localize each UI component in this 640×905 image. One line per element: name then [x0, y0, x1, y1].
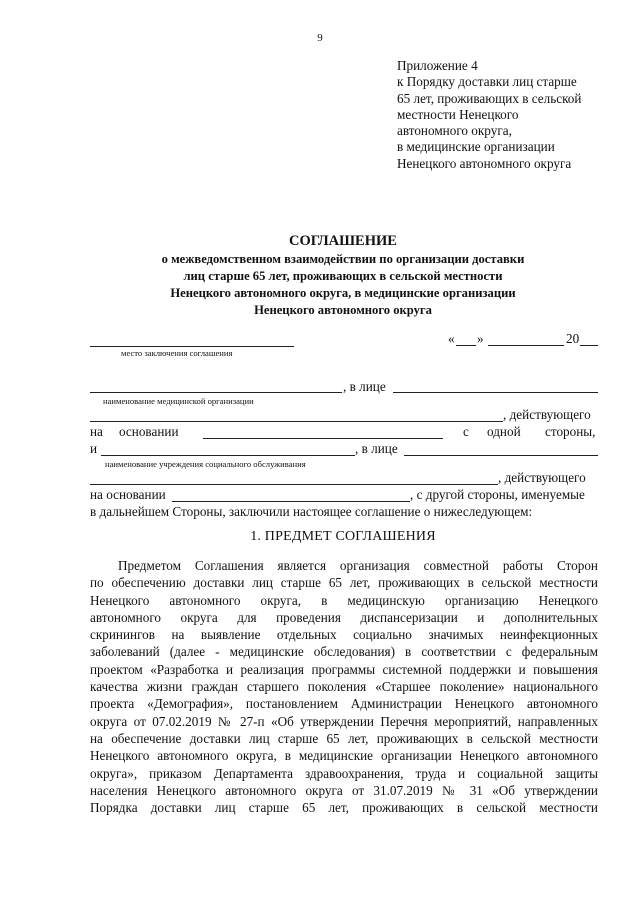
in-person-label: , в лице [343, 379, 386, 394]
and-label: и [90, 441, 98, 456]
place-blank [90, 346, 294, 347]
in-person-label: , в лице [355, 441, 398, 456]
paragraph-line: по обеспечению доставки лиц старше 65 лет, проживающих в сельской местности [90, 575, 598, 591]
one-side-label: одной [487, 424, 521, 439]
appendix-line: местности Ненецкого [397, 106, 519, 122]
appendix-line: Ненецкого автономного округа [397, 155, 572, 171]
title-line: Ненецкого автономного округа, в медицинские организации [170, 286, 516, 300]
paragraph-line: на обеспечение доставки лиц старше 65 лет, проживающих в сельской местности [90, 730, 598, 746]
basis-blank [203, 438, 443, 439]
paragraph-line: скринингов на выявление отдельных социально значимых неинфекционных [90, 627, 598, 643]
acting-label: , действующего [498, 470, 586, 485]
paragraph-line: автономного округа для проведения диспансеризации и дополнительных [90, 609, 598, 625]
place-caption: место заключения соглашения [121, 348, 233, 358]
representative-blank [393, 392, 598, 393]
basis-label: на основании [90, 487, 166, 502]
date-year: 20 [566, 331, 580, 346]
social-org-blank [101, 455, 355, 456]
appendix-line: Приложение 4 [397, 58, 478, 73]
paragraph-line: округа от 07.02.2019 № 27-п «Об утверждении Перечня мероприятий, направленных [90, 713, 598, 729]
appendix-line: к Порядку доставки лиц старше [397, 74, 577, 90]
concluded-text: в дальнейшем Стороны, заключили настоящее соглашение о нижеследующем: [90, 504, 533, 519]
basis-blank [172, 501, 410, 502]
position-blank [90, 484, 498, 485]
basis-word: основании [119, 424, 179, 439]
date-quote-open: « [448, 331, 455, 346]
appendix-line: в медицинские организации [397, 139, 555, 155]
paragraph-line: проектом «Разработка и реализация программы системной поддержки и повышения [90, 661, 598, 677]
paragraph-line: Предметом Соглашения является организация совместной работы Сторон [118, 558, 598, 573]
paragraph-line: качества жизни граждан старшего поколения «Старшее поколение» национального [90, 679, 598, 695]
basis-word: на [90, 424, 103, 439]
appendix-line: автономного округа, [397, 123, 512, 139]
date-year-blank [580, 345, 598, 346]
acting-label: , действующего [503, 407, 591, 422]
one-side-label: с [463, 424, 469, 439]
paragraph-line: Ненецкого автономного округа, в медицинскую организацию Ненецкого [90, 592, 598, 608]
section-heading: 1. ПРЕДМЕТ СОГЛАШЕНИЯ [250, 529, 436, 544]
med-org-blank [90, 392, 342, 393]
title-line: о межведомственном взаимодействии по организации доставки [161, 252, 525, 266]
paragraph-line: проекта «Демография», постановлением Администрации Ненецкого автономного [90, 696, 598, 712]
social-org-caption: наименование учреждения социального обслуживания [105, 459, 306, 469]
other-side-label: , с другой стороны, именуемые [410, 487, 585, 502]
date-month-blank [488, 345, 564, 346]
page-number: 9 [317, 32, 323, 44]
one-side-label: стороны, [545, 424, 596, 439]
document-title: СОГЛАШЕНИЕ [289, 233, 397, 249]
date-day-blank [456, 345, 476, 346]
paragraph-line: округа», приказом Департамента здравоохранения, труда и социальной защиты [90, 765, 598, 781]
representative-blank [404, 455, 598, 456]
paragraph-line: Ненецкого автономного округа, в медицинские организации Ненецкого автономного [90, 748, 598, 764]
paragraph-line: заболеваний (далее - медицинские обследования) в соответствии с федеральным [90, 644, 598, 660]
med-org-caption: наименование медицинской организации [103, 396, 254, 406]
date-quote-close: » [477, 331, 484, 346]
title-line: Ненецкого автономного округа [254, 303, 432, 317]
paragraph-line: населения Ненецкого автономного округа от 31.07.2019 № 31 «Об утверждении [90, 782, 598, 798]
position-blank [90, 421, 503, 422]
appendix-block [397, 58, 627, 172]
section-paragraph [90, 557, 598, 816]
appendix-line: 65 лет, проживающих в сельской [397, 90, 582, 106]
title-line: лиц старше 65 лет, проживающих в сельской местности [183, 269, 503, 283]
paragraph-line: Порядка доставки лиц старше 65 лет, проживающих в сельской местности [90, 800, 598, 816]
